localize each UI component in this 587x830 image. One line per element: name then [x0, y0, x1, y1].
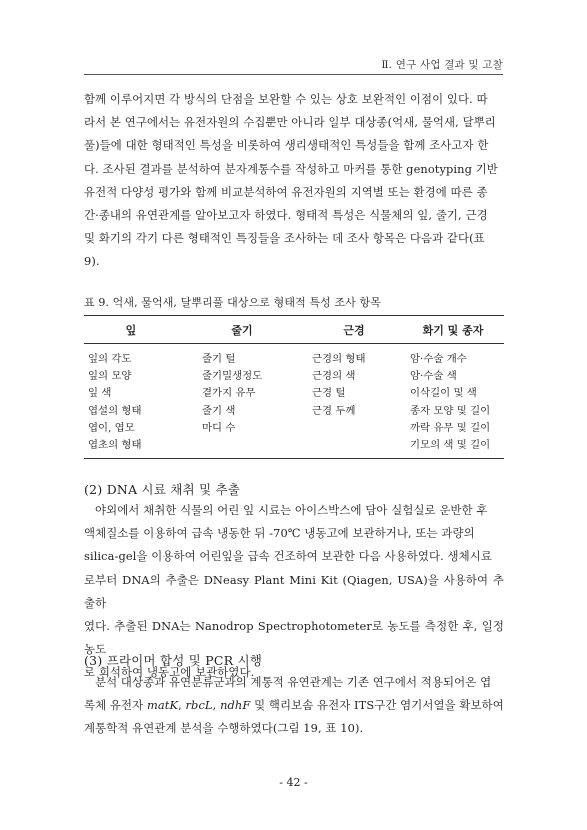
- trait-table: [84, 315, 504, 459]
- text-run: ,: [178, 698, 186, 713]
- table-cell: 암·수술 개수: [410, 353, 467, 365]
- text-run: ,: [212, 698, 221, 713]
- table-cell: 근경 털: [312, 387, 346, 400]
- rhizome-column: [306, 351, 410, 454]
- text-line: 야외에서 채취한 식물의 어린 잎 시료는 아이스박스에 담아 실험실로 운반한 후: [95, 503, 488, 517]
- text-run: 록체 유전자: [84, 698, 147, 713]
- table-body: [84, 344, 504, 458]
- flower-seed-column: [410, 351, 504, 454]
- table-cell: 근경 두께: [312, 404, 356, 417]
- text-line: 분석 대상종과 유연분류군과의 계통적 유연관계는 기존 연구에서 적용되어온 엽: [95, 675, 492, 689]
- header-stem: 줄기: [231, 323, 253, 337]
- table-cell: 종자 모양 및 길이: [410, 404, 491, 417]
- section-heading-pcr: (3) 프라이머 합성 및 PCR 시행: [84, 653, 263, 668]
- page-number: - 42 -: [279, 776, 308, 789]
- table-bottom-rule: [84, 458, 504, 459]
- table-cell: 근경의 색: [312, 370, 356, 383]
- text-line: 풀)들에 대한 형태적인 특성을 비롯하여 생리생태적인 특성들을 함께 조사고자 한: [84, 138, 489, 153]
- table-cell: 엽초의 형태: [88, 439, 142, 452]
- table-cell: 엽이, 엽모: [88, 421, 135, 434]
- gene-name: matK: [146, 698, 179, 713]
- stem-column: [178, 351, 306, 454]
- gene-name: rbcL: [185, 698, 213, 713]
- table-cell: 까락 유무 및 길이: [410, 421, 491, 434]
- text-line: 로부터 DNA의 추출은 DNeasy Plant Mini Kit (Qiagen, USA)을 사용하여 추출하: [84, 572, 504, 610]
- table-cell: 줄기밀생정도: [202, 370, 263, 383]
- text-line: [84, 694, 504, 717]
- table-cell: 줄기 털: [202, 353, 236, 365]
- text-line: 및 화기의 각기 다른 형태적인 특징들을 조사하는 데 조사 항목은 다음과 같다(표: [84, 231, 485, 246]
- gene-name: ndhF: [220, 698, 251, 713]
- table-cell: 줄기 색: [202, 404, 236, 417]
- section-heading-dna: (2) DNA 시료 채취 및 추출: [84, 482, 241, 497]
- text-line: 다. 조사된 결과를 분석하여 분자계통수를 작성하고 마커를 통한 genotyping 기반: [84, 161, 498, 176]
- header-rhizome: 근경: [343, 323, 365, 337]
- table-header-row: [84, 316, 504, 343]
- text-line: 로 희석하여 냉동고에 보관하였다.: [84, 665, 255, 680]
- table-cell: 잎의 각도: [88, 353, 132, 365]
- table-cell: 곁가지 유무: [202, 387, 256, 400]
- table-caption: 표 9. 억새, 물억새, 달뿌리풀 대상으로 형태적 특성 조사 항목: [84, 296, 381, 309]
- table-cell: 암·수술 색: [410, 370, 457, 383]
- pcr-paragraph: [84, 671, 504, 741]
- text-line: 액체질소를 이용하여 급속 냉동한 뒤 -70℃ 냉동고에 보관하거나, 또는 과량의: [84, 526, 475, 541]
- text-line: 라서 본 연구에서는 유전자원의 수집뿐만 아니라 일부 대상종(억새, 물억새, 달뿌리: [84, 115, 496, 130]
- text-line: 였다. 추출된 DNA는 Nanodrop Spectrophotometer로 농도를 측정한 후, 일정 농도: [84, 619, 504, 657]
- leaf-column: [84, 351, 178, 454]
- header-leaf: 잎: [125, 323, 137, 337]
- running-header: Ⅱ. 연구 사업 결과 및 고찰: [381, 59, 503, 71]
- table-cell: 마디 수: [202, 421, 236, 434]
- header-rule: [84, 74, 503, 75]
- table-cell: 기모의 색 및 길이: [410, 439, 491, 452]
- text-line: 계통학적 유연관계 분석을 수행하였다(그림 19, 표 10).: [84, 721, 364, 736]
- table-cell: 이삭길이 및 색: [410, 387, 477, 400]
- table-cell: 잎 색: [88, 387, 112, 400]
- text-line: 함께 이루어지면 각 방식의 단점을 보완할 수 있는 상호 보완적인 이점이 있다. 따: [84, 92, 488, 106]
- table-cell: 잎의 모양: [88, 370, 132, 383]
- header-flower-seed: 화기 및 종자: [422, 323, 484, 337]
- text-run: 및 핵리보솜 유전자 ITS구간 염기서열을 확보하여: [250, 698, 504, 713]
- text-line: 간·종내의 유연관계를 알아보고자 하였다. 형태적 특성은 식물체의 잎, 줄기, 근경: [84, 208, 488, 223]
- table-cell: 엽설의 형태: [88, 404, 142, 417]
- text-line: 9).: [84, 254, 100, 269]
- text-line: 유전적 다양성 평가와 함께 비교분석하여 유전자원의 지역별 또는 환경에 따른 종: [84, 184, 488, 199]
- table-cell: 근경의 형태: [312, 353, 366, 365]
- intro-paragraph: [84, 88, 504, 274]
- text-line: silica-gel을 이용하여 어린잎을 급속 건조하여 보관한 다음 사용하였다. 생체시료: [84, 549, 492, 564]
